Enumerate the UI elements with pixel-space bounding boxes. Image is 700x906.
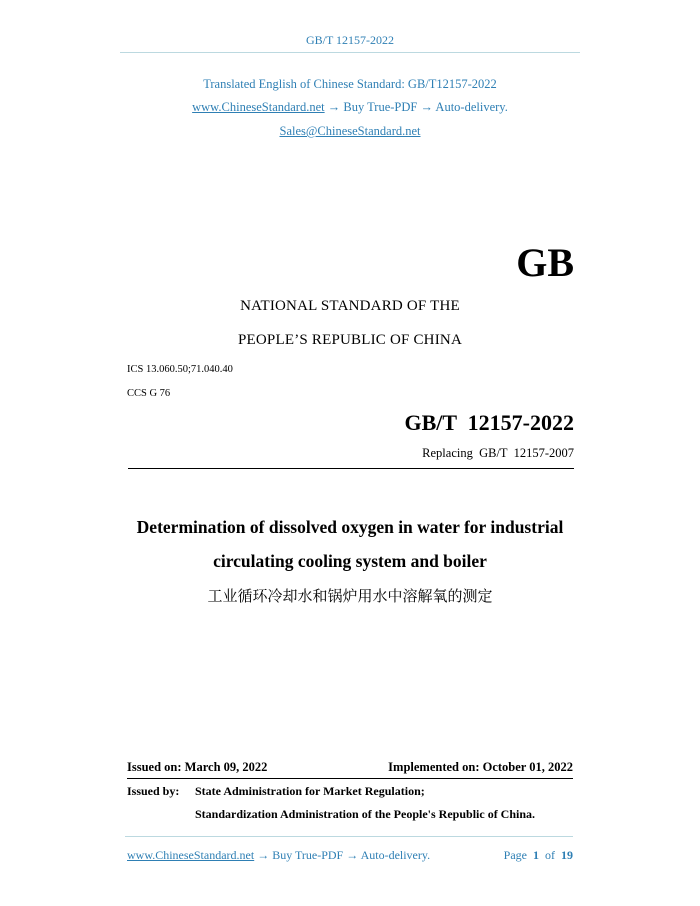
replacing-standard: Replacing GB/T 12157-2007 [422,446,574,460]
issue-divider [127,778,573,779]
translation-notice: Translated English of Chinese Standard: GB/T12157-2022 [203,77,497,91]
page-header-title: GB/T 12157-2022 [305,33,395,47]
issued-date: Issued on: March 09, 2022 [127,760,268,774]
footer-purchase-text: → Buy True-PDF → Auto-delivery. [254,848,431,862]
page-current: 1 [533,848,539,862]
page-total: 19 [561,848,573,862]
issued-by-label: Issued by: [127,784,180,798]
email-link[interactable]: Sales@ChineseStandard.net [279,124,421,138]
page-label: Page [503,848,527,862]
gb-mark: GB [516,240,574,285]
ccs-code: CCS G 76 [127,388,171,399]
national-standard-line-1: NATIONAL STANDARD OF THE [240,298,460,314]
header-divider [120,52,580,53]
standard-number: GB/T 12157-2022 [404,410,574,435]
national-standard-line-2: PEOPLE’S REPUBLIC OF CHINA [238,332,462,348]
ics-code: ICS 13.060.50;71.040.40 [127,364,233,375]
page-of: of [545,848,555,862]
footer-divider [125,836,573,837]
title-english-line-2: circulating cooling system and boiler [213,551,487,571]
page-indicator [504,848,573,863]
footer-website-link[interactable]: www.ChineseStandard.net [127,848,255,862]
title-divider [128,468,574,469]
implemented-date: Implemented on: October 01, 2022 [388,760,573,774]
footer-purchase-line [127,848,430,863]
title-chinese: 工业循环冷却水和锅炉用水中溶解氧的测定 [207,587,493,605]
email-line [0,124,700,139]
issuer-2: Standardization Administration of the People's Republic of China. [195,807,536,821]
issuer-1: State Administration for Market Regulation; [195,784,425,798]
title-english-line-1: Determination of dissolved oxygen in water for industrial [136,517,564,537]
purchase-line [0,100,700,115]
website-link[interactable]: www.ChineseStandard.net [192,100,325,114]
purchase-text: → Buy True-PDF → Auto-delivery. [324,100,508,114]
